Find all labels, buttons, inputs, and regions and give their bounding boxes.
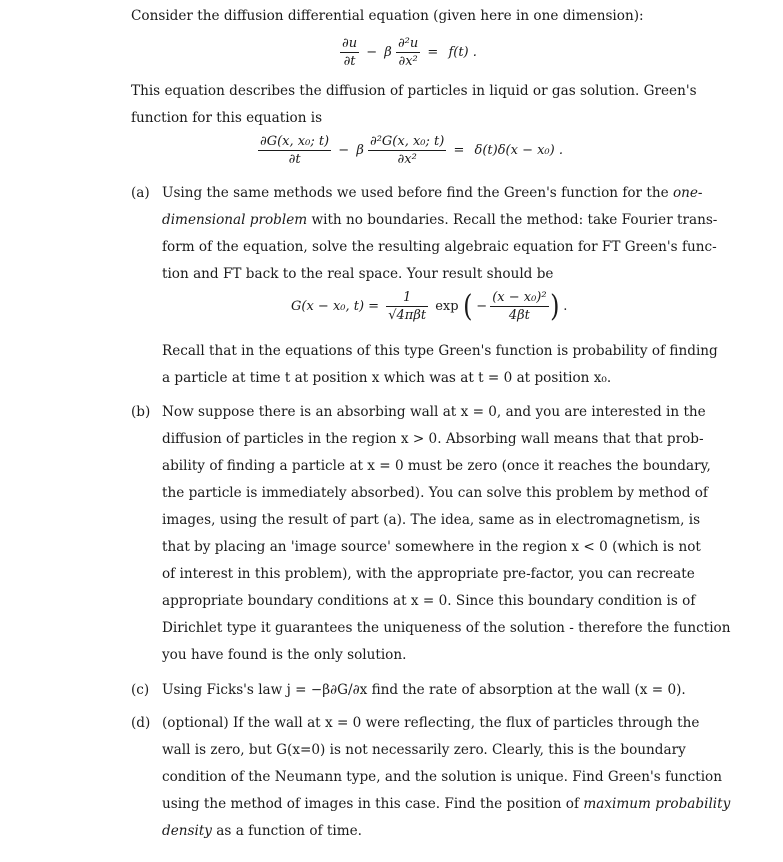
part-a-line-3: form of the equation, solve the resulting algebraic equation for FT Green's func-	[162, 239, 717, 255]
part-b-line: images, using the result of part (a). The idea, same as in electromagnetism, is	[162, 512, 701, 528]
intro-line-3: function for this equation is	[131, 110, 323, 126]
part-c-line: Using Ficks's law j = −β∂G/∂x find the rate of absorption at the wall (x = 0).	[162, 682, 686, 698]
intro-line-2: This equation describes the diffusion of particles in liquid or gas solution. Green's	[131, 83, 697, 99]
part-d-label: (d)	[131, 715, 151, 731]
part-b-line: appropriate boundary conditions at x = 0. Since this boundary condition is of	[162, 593, 696, 609]
part-a-label: (a)	[131, 185, 150, 201]
intro-line-1: Consider the diffusion differential equation (given here in one dimension):	[131, 8, 644, 24]
part-b-line: Now suppose there is an absorbing wall at x = 0, and you are interested in the	[162, 404, 706, 420]
part-b-line: the particle is immediately absorbed). You can solve this problem by method of	[162, 485, 708, 501]
part-c-label: (c)	[131, 682, 150, 698]
greens-function-result: G(x − x₀, t) = $\frac{1}{\text{√4πβt}}$ exp ( − $\frac{\text{(x − x₀)²}}{4\beta t}$ ) .	[291, 288, 568, 324]
part-d-line: density as a function of time.	[162, 823, 362, 839]
part-a-line-2: dimensional problem with no boundaries. Recall the method: take Fourier trans-	[162, 212, 718, 228]
part-d-line: using the method of images in this case. Find the position of maximum probability	[162, 796, 731, 812]
part-a-line-1: Using the same methods we used before find the Green's function for the one-	[162, 185, 703, 201]
greens-function-equation: $\frac{\text{∂G(x, x₀; t)}}{\partial t}$ − β $\frac{\text{∂²G(x, x₀; t)}}{\text{∂x²}}$ = δ(t)δ(x − x₀) .	[260, 134, 563, 167]
part-b-line: Dirichlet type it guarantees the uniqueness of the solution - therefore the function	[162, 620, 731, 636]
part-b-line: you have found is the only solution.	[162, 647, 407, 663]
part-a-line-4: tion and FT back to the real space. Your result should be	[162, 266, 554, 282]
part-b-line: ability of finding a particle at x = 0 must be zero (once it reaches the boundary,	[162, 458, 711, 474]
part-b-line: that by placing an 'image source' somewhere in the region x < 0 (which is not	[162, 539, 701, 555]
part-a-line-6: a particle at time t at position x which was at t = 0 at position x₀.	[162, 370, 612, 386]
part-a-line-5: Recall that in the equations of this type Green's function is probability of finding	[162, 343, 718, 359]
part-b-line: of interest in this problem), with the appropriate pre-factor, you can recreate	[162, 566, 695, 582]
diffusion-equation: $\frac{\partial u}{\partial t}$ − β $\frac{\text{∂²u}}{\text{∂x²}}$ = f(t) .	[342, 36, 477, 69]
part-b-label: (b)	[131, 404, 151, 420]
part-d-line: condition of the Neumann type, and the solution is unique. Find Green's function	[162, 769, 722, 785]
part-d-line: wall is zero, but G(x=0) is not necessarily zero. Clearly, this is the boundary	[162, 742, 686, 758]
part-b-line: diffusion of particles in the region x > 0. Absorbing wall means that that prob-	[162, 431, 704, 447]
part-d-line: (optional) If the wall at x = 0 were reflecting, the flux of particles through the	[162, 715, 700, 731]
